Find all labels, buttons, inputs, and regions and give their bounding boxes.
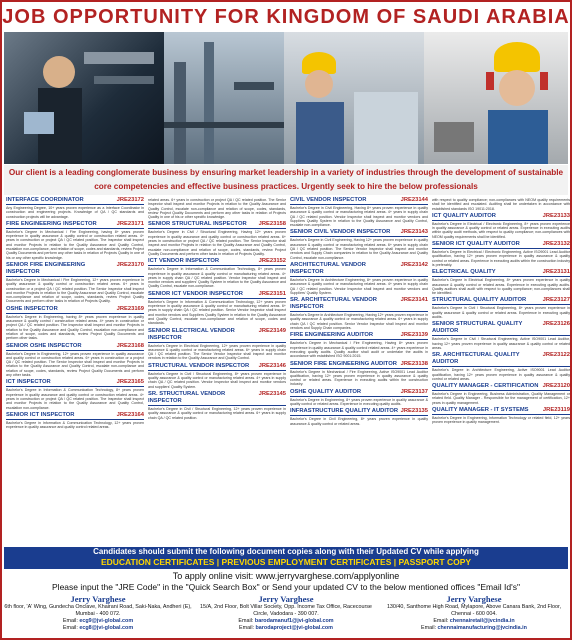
job-title: ELECTRICAL QUALITY [432, 269, 496, 276]
job-listing [432, 213, 570, 239]
job-title: OSHE QUALITY AUDITOR [290, 388, 362, 395]
engineer-with-ear-protection-photo [424, 32, 568, 164]
job-listing [6, 379, 144, 409]
job-listing [290, 229, 428, 259]
job-title: INFRASTRUCTURE QUALITY AUDITOR [290, 408, 399, 415]
job-header [148, 328, 286, 343]
job-listing [290, 389, 428, 407]
job-description: Bachelor's Degree in Information & Communication Technology, 8+ years proven experience in quality assurance & quality control or manufacturing related areas. 4+ years in supply chain QA / QC related position. Vendor Inspector shall inspect and monitor vendors and suppliers' Quality System in relation to the Quality Assurance and Quality Control, escalate non-compliance. [148, 267, 286, 289]
job-header [6, 306, 144, 314]
job-header [432, 321, 570, 336]
email-label: Email: [62, 618, 78, 624]
industrial-plant-photo [164, 32, 284, 164]
job-description: Bachelor's Degree in Electrical / Electronic Engineering, 8+ years proven experience in quality assurance & quality control or related areas. Experience in executing audits within quality audit methods, with respect to quality compliance; non-compliances with NEOM quality requirements shall be identified. [432, 221, 570, 239]
job-description: Bachelor's Degree in Architecture Engineering, Having 12+ years proven experience in quality assurance & quality control or manufacturing related areas. 6+ years in supply chain QA / QC related position. Senior Vendor Inspector shall inspect and monitor vendors and Supply Chain companies. [290, 313, 428, 331]
job-code: JRE23146 [258, 362, 286, 369]
office-email-row [192, 618, 380, 625]
industrial-pipes-graphic [4, 32, 164, 164]
job-description: Bachelor's Degree in Information & Communication Technology, 12+ years proven experience in quality assurance and quality control related areas. [6, 420, 144, 430]
office-email-row [4, 625, 192, 632]
job-title: ICT VENDOR INSPECTOR [148, 258, 220, 265]
job-code: JRE23172 [116, 197, 144, 203]
job-header [290, 197, 428, 205]
job-listing [6, 197, 144, 219]
job-header [6, 221, 144, 229]
job-title: CIVIL VENDOR INSPECTOR [290, 197, 367, 203]
job-header [290, 361, 428, 369]
job-title: STRUCTURAL VENDOR INSPECTOR [148, 362, 250, 369]
job-title: ARCHITECTURAL VENDOR INSPECTOR [290, 261, 366, 275]
job-title: SENIOR STRUCTURAL QUALITY AUDITOR [432, 321, 523, 335]
job-code: JRE23171 [116, 220, 144, 227]
job-title: SENIOR ELECTRICAL VENDOR INSPECTOR [148, 327, 235, 341]
job-listing [290, 297, 428, 330]
job-title: SENIOR FIRE ENGINEERING INSPECTOR [6, 261, 86, 275]
job-listing [432, 383, 570, 405]
job-title: SR. STRUCTURAL VENDOR INSPECTOR [148, 390, 226, 404]
office-email-link[interactable]: ecg8@jvi-global.com [79, 625, 134, 631]
job-listing [432, 241, 570, 267]
job-listing [290, 197, 428, 227]
job-description: Bachelor's Degree in Architecture Engineering, 8+ years proven experience in quality assurance & quality control or manufacturing related areas. 4+ years in supply chain QA / QC related position. Vendor Inspector shall inspect and monitor vendors and Suppliers' Quality System. [290, 277, 428, 295]
apply-online-link[interactable]: To apply online visit: www.jerryvarghese.com/applyonline [172, 571, 400, 581]
job-description: Bachelor's Degree in Engineering, Business Administration, Quality Management or related field. Quality Manager - Responsible for the management of certification, 12+ years in quality management. [432, 392, 570, 405]
job-code: JRE23131 [542, 269, 570, 276]
job-code: JRE23138 [400, 360, 428, 367]
job-code: JRE23143 [400, 229, 428, 236]
job-title: SENIOR OSHE INSPECTOR [6, 342, 82, 349]
job-description: with respect to quality compliance; non-compliances with NEOM quality requirements shall be identified and escalated. Auditing shall be undertaken in accordance with established standards ISO 19011:2018. [432, 198, 570, 211]
job-description: Bachelor's Degree in Mechanical / Fire Engineering, Active ISO9001 Lead Auditor qualification, having 12+ years proven experience in quality assurance & quality control or related areas. Experience in executing audits within the construction industry. [290, 369, 428, 387]
job-header [6, 379, 144, 387]
job-description: Bachelor's Degree in Information & Communication Technology, 12+ years proven experience in quality assurance & quality control or manufacturing related areas. 6+ years in supply chain QA / QC related position. Senior Vendor Inspector shall inspect and monitor vendors and Suppliers Quality System in relation to the Quality Assurance and Quality Control, escalate non-compliance and relation of scope, codes and standards. [148, 299, 286, 326]
job-listing [148, 198, 286, 219]
office-name: Jerry Varghese [70, 594, 126, 604]
banner-photo-collage [4, 32, 568, 164]
job-title: SENIOR ICT QUALITY AUDITOR [432, 241, 520, 248]
job-code: JRE23142 [400, 261, 428, 268]
job-header [290, 332, 428, 340]
job-listings [6, 197, 570, 545]
job-header [6, 262, 144, 277]
job-title: STRUCTURAL QUALITY AUDITOR [432, 297, 527, 304]
office-block [380, 594, 568, 638]
job-header [290, 229, 428, 237]
job-header [148, 363, 286, 371]
job-description: Bachelor's Degree in Electrical / Electronic Engineering, Active ISO9001 Lead Auditor qualification, having 12+ years proven experience in quality assurance & quality control or related areas. Experience in executing audits within the construction industry is preferably. [432, 250, 570, 267]
office-address: 15/A, 2nd Floor, Bolt Villar Society, Opp. Income Tax Office, Racecourse Circle, Vadodara - 390 007. [200, 604, 372, 617]
job-description: Bachelor's Degree in Civil / Structural Engineering, 12+ years proven experience in quality assurance & quality control or manufacturing related areas. 6+ years in supply chain QA / QC related position. [148, 406, 286, 420]
job-code: JRE23170 [116, 261, 144, 268]
job-listing [6, 343, 144, 378]
job-description: Bachelor's Degree in Mechanical / Fire Engineering, 12+ years proven experience in quality assurance & quality control or construction related areas. 6+ years in construction or a project QA / QC related position. The Senior Inspector shall inspect and monitor Projects in relation to the Quality Assurance and Quality Control, escalate non-compliance and relation of scope, codes, standards, review Project Quality Documents and perform other tasks in relation of Projects Quality. [6, 277, 144, 304]
job-listing [6, 412, 144, 430]
engineer-figure-graphic [284, 32, 424, 164]
job-listing [148, 291, 286, 326]
job-listing [432, 198, 570, 211]
job-description: Bachelor's Degree in Civil / Structural Engineering, Active ISO9001 Lead Auditor, having 12+ years proven experience in quality assurance & quality control or related areas. [432, 337, 570, 350]
job-listing [148, 221, 286, 256]
job-column [6, 197, 144, 545]
job-listing [290, 408, 428, 426]
job-code: JRE23122 [542, 352, 570, 359]
job-header [432, 352, 570, 367]
job-description: Any Engineering Degree, 10+ years proven experience as a Interface Coordinator in construction and engineering projects. Knowledge of QA / QC standards and construction projects will be advantage. [6, 206, 144, 219]
job-column [432, 197, 570, 545]
job-code: JRE23141 [400, 297, 428, 304]
office-name: Jerry Varghese [258, 594, 314, 604]
job-description: Bachelor's Degree in Electrical Engineering, 12+ years proven experience in quality assurance & quality control or manufacturing related areas. 6+ years in supply chain QA / QC related position. The Senior Vendor Inspector shall inspect and monitor vendors in relation to the Quality Assurance and Quality Control. [148, 343, 286, 361]
office-email-link[interactable]: barodaproject@jvi-global.com [255, 625, 333, 631]
job-code: JRE23158 [258, 221, 286, 228]
job-title: SENIOR FIRE ENGINEERING AUDITOR [290, 360, 397, 367]
job-description: Bachelor's Degree in Engineering, 8+ years proven experience in quality assurance & quality control or related areas. Experience in executing quality audits. [290, 397, 428, 407]
job-listing [432, 269, 570, 295]
job-header [432, 241, 570, 249]
job-header [148, 221, 286, 229]
job-listing [6, 221, 144, 260]
job-listing [290, 332, 428, 358]
job-code: JRE23137 [400, 388, 428, 395]
email-label: Email: [62, 625, 78, 631]
job-description: Bachelor's Degree in Civil Engineering, Having 12+ years proven experience in quality assurance & quality control or manufacturing related areas. 6+ years in supply chain QA / QC related position. The Senior Vendor Inspector shall inspect and monitor vendors and Supply Chain companies in relation to the Quality Assurance and Quality Control, escalate non-compliance. [290, 238, 428, 260]
job-code: JRE23144 [400, 197, 428, 203]
engineer-with-helmet-photo [284, 32, 424, 164]
job-description: Bachelor's Degree in Civil / Structural Engineering, 8+ years proven experience in quality assurance & quality control or related areas. Experience in executing quality audits. [432, 306, 570, 320]
job-title: ICT INSPECTOR [6, 379, 51, 386]
job-description: Bachelor's Degree in Information & Communication Technology, 8+ years proven experience in quality assurance and quality control or construction related areas. 4+ years in construction or project QA / QC related position. The Inspector shall inspect and monitor Projects in relation to the Quality Assurance and Quality Control, escalation non-compliance. [6, 388, 144, 410]
job-description: Bachelor's Degree in Architecture Engineering, Active ISO9001 Lead Auditor qualification, having 12+ years proven experience in quality assurance & quality control or related areas. [432, 368, 570, 381]
office-block [192, 594, 380, 638]
job-header [290, 297, 428, 312]
office-email-link[interactable]: chennaimanufacturing@jvcindia.in [437, 625, 527, 631]
job-header [6, 343, 144, 351]
job-description: Bachelor's Degree in Civil Engineering, Having 8+ years proven experience in quality assurance & quality control or manufacturing related areas. 4+ years in supply chain QA / QC related position. Vendor Inspector shall inspect and monitor vendors and Suppliers Quality System in relation to the Quality Assurance and Quality Control, escalate non-compliance. [290, 206, 428, 228]
job-title: SR. ARCHITECTURAL VENDOR INSPECTOR [290, 297, 377, 311]
job-header [432, 213, 570, 221]
job-column [148, 197, 286, 545]
job-title: SENIOR STRUCTURAL INSPECTOR [148, 221, 247, 228]
job-code: JRE23151 [258, 290, 286, 297]
job-header [432, 407, 570, 415]
job-code: JRE23165 [116, 379, 144, 386]
email-label: Email: [238, 618, 254, 624]
document-notice [4, 547, 568, 569]
job-listing [290, 262, 428, 295]
job-header [6, 412, 144, 420]
page-title: JOB OPPORTUNITY FOR KINGDOM OF SAUDI ARABIA [2, 6, 570, 28]
job-listing [148, 391, 286, 420]
job-code: JRE23139 [400, 332, 428, 339]
job-header [148, 291, 286, 299]
job-code: JRE23132 [542, 241, 570, 248]
notice-line: Candidates should submit the following document copies along with their Updated CV while applying [93, 547, 479, 556]
job-column [290, 197, 428, 545]
office-block [4, 594, 192, 638]
job-code: JRE23164 [116, 411, 144, 418]
job-header [6, 197, 144, 205]
job-description: Bachelor's Degree in Civil / Structural Engineering, Having 12+ years proven experience in quality assurance and quality control or construction related areas. 6+ years in construction or project QA / QC related position. The Senior Inspector shall inspect and monitor Projects in relation to the Quality Assurance and Quality Control, escalate non-compliance and relation of scope, codes, standards, review Project Quality Documents and perform other tasks in relation of Projects Quality. [148, 230, 286, 256]
job-listing [432, 352, 570, 381]
apply-instructions [4, 571, 568, 593]
job-description: Bachelor's Degree in Engineering, having 8+ years proven experience in quality assurance & quality control / construction related areas. 4+ years in construction or project QA / QC related position. The Inspector shall inspect and monitor Projects in relation to the Quality Assurance and Quality Control, escalation non-compliance and relation of scope, codes and standards, review Project Quality Documents and perform other tasks. [6, 314, 144, 341]
job-title: SENIOR ICT INSPECTOR [6, 411, 75, 418]
job-code: JRE23145 [258, 390, 286, 397]
job-header [290, 389, 428, 397]
job-description: Bachelor's Degree in Civil / Structural Engineering, 8+ years proven experience in quality assurance & quality control or manufacturing related areas. 4+ years in supply chain QA / QC related position. Vendor Inspector shall inspect and monitor vendors and suppliers' Quality System. [148, 371, 286, 389]
apply-instruction-text: Please input the "JRE Code" in the "Quick Search Box" or Send your updated CV to the below mentioned offices "Email Id's" [52, 582, 520, 592]
job-description: Bachelor's Degree in Engineering, Information Technology or related field, 12+ years proven experience in quality management. [432, 416, 570, 425]
job-header [432, 269, 570, 277]
office-email-row [380, 625, 568, 632]
office-email-row [192, 625, 380, 632]
job-header [290, 408, 428, 416]
job-title: SENIOR CIVIL VENDOR INSPECTOR [290, 229, 391, 236]
job-header [148, 391, 286, 406]
job-description: Bachelor's Degree in Civil Engineering, 8+ years proven experience in quality assurance & quality control or related areas. [290, 417, 428, 426]
engineer-figure-graphic [424, 32, 568, 164]
job-listing [6, 262, 144, 304]
job-listing [6, 306, 144, 341]
job-description: Bachelor's Degree in Engineering, 12+ years proven experience in quality assurance and quality control or construction related areas. 6+ years in construction or a project QA / QC related position. The Senior Inspector shall inspect and monitor Projects in relation to the Quality Assurance and Quality Control, escalate non-compliance and relation of scope, codes, standards, review Project Quality Documents and perform any other tasks. [6, 351, 144, 378]
job-code: JRE23169 [116, 305, 144, 312]
job-code: JRE23135 [400, 408, 428, 415]
job-header [148, 258, 286, 266]
job-title: SENIOR ICT VENDOR INSPECTOR [148, 290, 243, 297]
email-label: Email: [421, 625, 437, 631]
job-code: JRE23126 [542, 321, 570, 328]
job-title: SR. ARCHITECTURAL QUALITY AUDITOR [432, 352, 520, 366]
job-listing [148, 328, 286, 361]
job-description: related areas. 6+ years in construction or project QA / QC related position. The Senior Inspector shall inspect and monitor Projects in relation to the Quality Assurance and Quality Control, escalate non-compliance and relation of scope, codes, standards, review Project Quality Documents and perform any other tasks in relation of Projects Quality in one of his or other specific knowledge. [148, 198, 286, 220]
job-code: JRE23119 [542, 407, 570, 414]
job-description: Bachelor's Degree in Mechanical / Fire Engineering, having 8+ years proven experience in quality assurance & quality control or construction related areas. 4+ years in construction or project QA / QC related position. The Inspector shall inspect and monitor Projects in relation to the Quality Assurance and Quality Control, escalation non-compliance, and relation of scope, codes and standards, review Project Quality Documents and perform any other tasks in relation of Projects Quality in one of his or any other specific knowledge. [6, 229, 144, 260]
job-title: ICT QUALITY AUDITOR [432, 212, 496, 219]
job-header [290, 262, 428, 277]
job-title: QUALITY MANAGER - IT SYSTEMS [432, 407, 529, 414]
required-documents: EDUCATION CERTIFICATES | PREVIOUS EMPLOYMENT CERTIFICATES | PASSPORT COPY [100, 557, 472, 567]
job-listing [432, 297, 570, 319]
job-listing [432, 407, 570, 425]
job-code: JRE23133 [542, 212, 570, 219]
job-code: JRE23168 [116, 342, 144, 349]
job-code: JRE23120 [542, 383, 570, 390]
email-label: Email: [433, 618, 449, 624]
job-listing [290, 361, 428, 387]
job-description: Bachelor's Degree in Electrical Engineering, 8+ years proven experience in quality assurance & quality control or related areas. Experience in executing quality audits. Quality auditors shall audit with respect to quality compliance; non-compliances shall be identified. [432, 278, 570, 296]
company-tagline: Our client is a leading conglomerate business by ensuring market leadership in a variety of industries through the development of sustainable core competencies and effective business practices. Urgently seek to hire the below professionals [4, 165, 568, 195]
office-addresses [4, 594, 568, 638]
office-email-link[interactable]: chennairetail@jvcindia.in [449, 618, 515, 624]
job-header [432, 383, 570, 391]
office-email-row [380, 618, 568, 625]
office-address: 6th floor, 'A' Wing, Gundecha Onclave, Khairani Road, Saki-Naka, Andheri (E), Mumbai - 400 072. [4, 604, 192, 617]
job-title: FIRE ENGINEERING AUDITOR [290, 332, 374, 339]
job-code: JRE23152 [258, 258, 286, 265]
job-listing [148, 258, 286, 288]
job-title: OSHE INSPECTOR [6, 305, 58, 312]
office-address: 130/40, Santhome High Road, Mylapore, Above Canara Bank, 2nd Floor, Chennai - 600 004. [386, 604, 562, 617]
job-header [432, 297, 570, 305]
office-email-link[interactable]: ecg9@jvi-global.com [79, 618, 134, 624]
office-email-row [4, 618, 192, 625]
job-description: Bachelor's Degree in Mechanical / Fire Engineering, Having 8+ years proven experience in quality assurance & quality control related areas. 4+ years experience in executing quality audits. Quality auditor shall audit or undertake the audits in accordance with established ISO 9001:2015. [290, 341, 428, 359]
plant-structure-graphic [164, 32, 284, 164]
email-label: Email: [239, 625, 255, 631]
office-name: Jerry Varghese [446, 594, 502, 604]
job-title: FIRE ENGINEERING INSPECTOR [6, 220, 97, 227]
job-title: QUALITY MANAGER - CERTIFICATION [432, 383, 539, 390]
job-title: INTERFACE COORDINATOR [6, 197, 84, 203]
engineer-with-tablet-photo [4, 32, 164, 164]
office-email-link[interactable]: barodamanuf1@jvi-global.com [254, 618, 334, 624]
job-listing [432, 321, 570, 350]
job-code: JRE23127 [542, 297, 570, 304]
job-listing [148, 363, 286, 389]
job-code: JRE23149 [258, 327, 286, 334]
